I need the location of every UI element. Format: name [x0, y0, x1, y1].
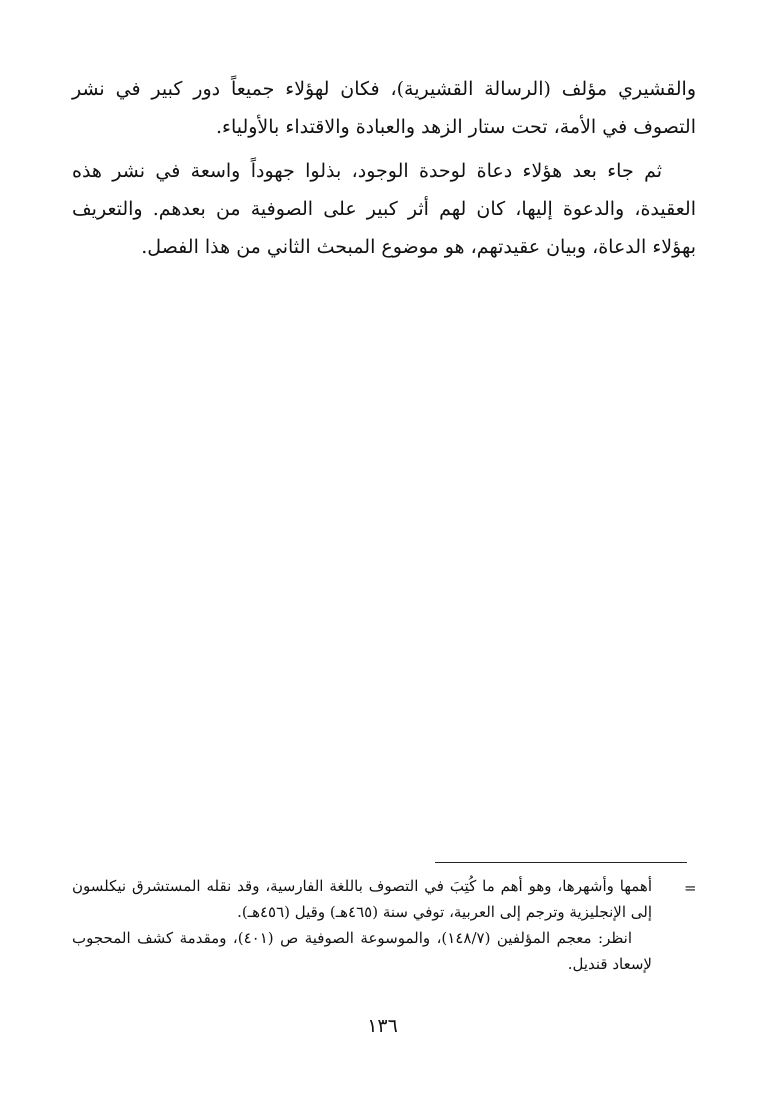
footnote-continuation-mark: = [684, 879, 697, 897]
footnotes [72, 873, 652, 977]
main-text [72, 70, 696, 272]
footnote-continued-text: أهمها وأشهرها، وهو أهم ما كُتِبَ في التصوف باللغة الفارسية، وقد نقله المستشرق نيكلسون إلى الإنجليزية وترجم إلى العربية، توفي سنة (٤٦٥هـ) وقيل (٤٥٦هـ). [72, 877, 652, 921]
page-number: ١٣٦ [367, 1015, 398, 1037]
footnote-divider [435, 862, 687, 863]
footnote-reference: انظر: معجم المؤلفين (١٤٨/٧)، والموسوعة الصوفية ص (٤٠١)، ومقدمة كشف المحجوب لإسعاد قنديل. [72, 929, 652, 973]
paragraph-2: ثم جاء بعد هؤلاء دعاة لوحدة الوجود، بذلوا جهوداً واسعة في نشر هذه العقيدة، والدعوة إليها، كان لهم أثر كبير على الصوفية من بعدهم. والتعريف بهؤلاء الدعاة، وبيان عقيدتهم، هو موضوع المبحث الثاني من هذا الفصل. [72, 160, 696, 258]
paragraph-1: والقشيري مؤلف (الرسالة القشيرية)، فكان لهؤلاء جميعاً دور كبير في نشر التصوف في الأمة، تحت ستار الزهد والعبادة والاقتداء بالأولياء. [72, 78, 696, 138]
